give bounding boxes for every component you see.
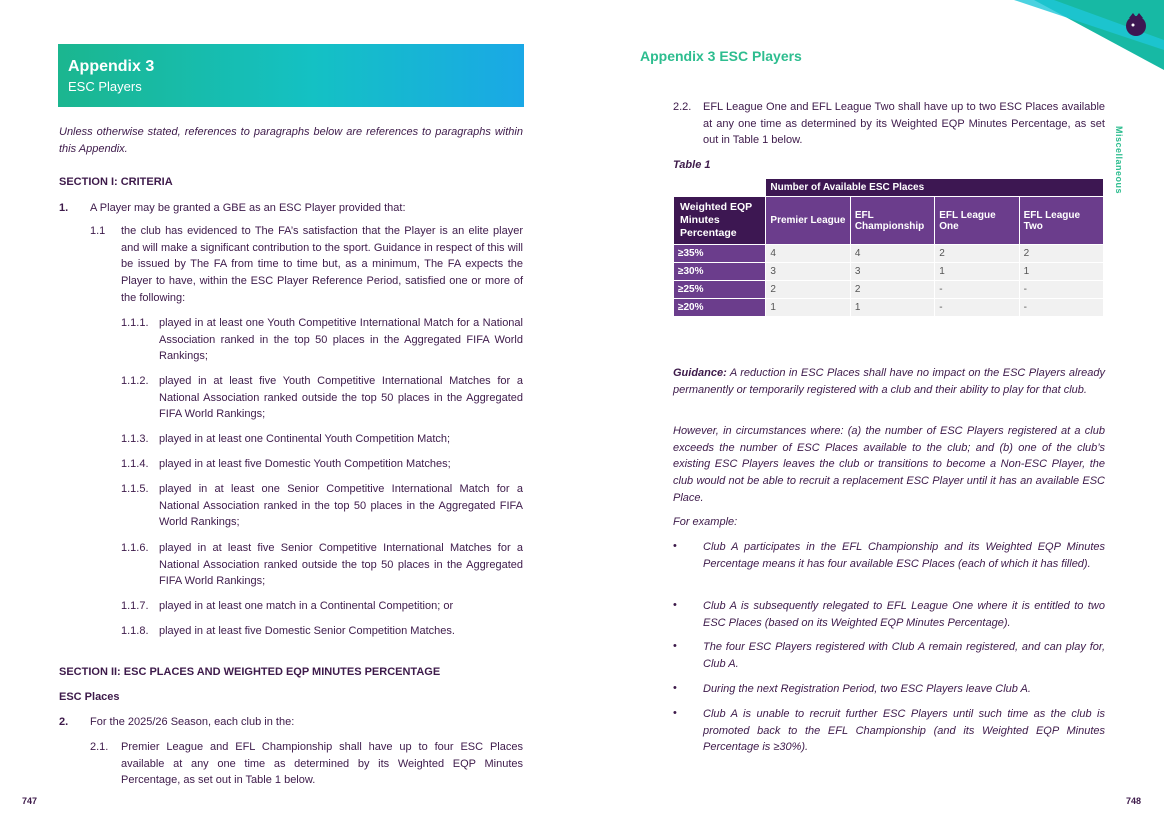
table-group-header-row xyxy=(674,179,1104,197)
item-number: 1.1.1. xyxy=(121,317,149,329)
item-text: played in at least five Domestic Senior Competition Matches. xyxy=(159,625,455,637)
table-row xyxy=(674,263,1104,281)
item-number: 1.1.6. xyxy=(121,542,149,554)
item-text: played in at least five Senior Competitive International Matches for a National Association ranked outside the top 50 places in the Aggregated FIFA World Rankings; xyxy=(159,542,523,588)
table-header-row xyxy=(674,197,1104,245)
table-cell: - xyxy=(935,299,1019,317)
item-text: played in at least five Domestic Youth Competition Matches; xyxy=(159,458,451,470)
table-caption: Table 1 xyxy=(673,159,711,171)
right-page-heading: Appendix 3 ESC Players xyxy=(640,48,802,64)
right-page xyxy=(582,0,1164,825)
section-2-heading: SECTION II: ESC PLACES AND WEIGHTED EQP MINUTES PERCENTAGE xyxy=(59,666,441,678)
item-number: 1.1.8. xyxy=(121,625,149,637)
table-group-header: Number of Available ESC Places xyxy=(766,179,1104,197)
item-text: played in at least one Senior Competitive International Match for a National Association ranked in the top 50 places in the Aggregated FIFA World Rankings; xyxy=(159,483,523,529)
example-bullet: Club A is unable to recruit further ESC Players until such time as the club is promoted back to the EFL Championship (and its Weighted EQP Minutes Percentage is ≥30%). xyxy=(703,708,1105,754)
para-2-2-number: 2.2. xyxy=(673,101,692,113)
table-cell: 2 xyxy=(850,281,934,299)
table-cell: 3 xyxy=(766,263,850,281)
para-2-1-number: 2.1. xyxy=(90,741,109,753)
item-number: 1.1.7. xyxy=(121,600,149,612)
for-example-label: For example: xyxy=(673,516,738,528)
table-cell: 1 xyxy=(850,299,934,317)
table-cell: 1 xyxy=(935,263,1019,281)
table-cell: 1 xyxy=(1019,263,1103,281)
however-paragraph: However, in circumstances where: (a) the number of ESC Players registered at a club exceeds the number of ESC Places available to the club; and (b) one of the club’s existing ESC Players leaves the club or transitions to become a Non-ESC Player, the club would not be able to recruit a replacement ESC Player until it has an available ESC Place. xyxy=(673,425,1105,504)
item-text: played in at least one Youth Competitive International Match for a National Association ranked in the top 50 places in the Aggregated FIFA World Rankings; xyxy=(159,317,523,363)
item-text: played in at least five Youth Competitive International Matches for a National Association ranked outside the top 50 places in the Aggregated FIFA World Rankings; xyxy=(159,375,523,421)
table-row-label: ≥35% xyxy=(674,245,766,263)
guidance-paragraph xyxy=(673,365,1105,398)
section-1-heading: SECTION I: CRITERIA xyxy=(59,176,173,188)
table-blank-cell xyxy=(674,179,766,197)
para-2-2-text: EFL League One and EFL League Two shall have up to two ESC Places available at any one time as determined by its Weighted EQP Minutes Percentage, as set out in Table 1 below. xyxy=(703,101,1105,147)
bullet-glyph: • xyxy=(673,682,677,694)
table-cell: 4 xyxy=(850,245,934,263)
banner-subtitle: ESC Players xyxy=(68,79,142,94)
appendix-banner xyxy=(58,44,524,107)
example-bullet: The four ESC Players registered with Club A remain registered, and can play for, Club A. xyxy=(703,641,1105,670)
para-2-1-text: Premier League and EFL Championship shall have up to four ESC Places available at any one time as determined by its Weighted EQP Minutes Percentage, as set out in Table 1 below. xyxy=(121,741,523,787)
table-cell: 1 xyxy=(766,299,850,317)
guidance-label: Guidance: xyxy=(673,367,727,379)
para-2-number: 2. xyxy=(59,716,69,728)
table-row xyxy=(674,299,1104,317)
bullet-glyph: • xyxy=(673,640,677,652)
item-text: played in at least one Continental Youth Competition Match; xyxy=(159,433,451,445)
guidance-text: A reduction in ESC Places shall have no impact on the ESC Players already permanently or temporarily registered with a club and their ability to play for that club. xyxy=(673,367,1105,396)
para-1-1-text: the club has evidenced to The FA’s satisfaction that the Player is an elite player and will make a significant contribution to the sport. Guidance in respect of this will be issued by The FA from time to time but, as a minimum, The FA expects the Player to have, within the ESC Player Reference Period, satisfied one or more of the following: xyxy=(121,225,523,304)
table-cell: 2 xyxy=(935,245,1019,263)
lion-crest-icon xyxy=(1121,10,1151,40)
page-number-left: 747 xyxy=(22,796,38,806)
table-column-header: Premier League xyxy=(766,197,850,245)
table-row-header: Weighted EQP Minutes Percentage xyxy=(674,197,766,245)
item-number: 1.1.5. xyxy=(121,483,149,495)
table-cell: - xyxy=(1019,281,1103,299)
para-1-number: 1. xyxy=(59,202,69,214)
table-row-label: ≥25% xyxy=(674,281,766,299)
esc-places-heading: ESC Places xyxy=(59,691,120,703)
table-cell: - xyxy=(935,281,1019,299)
intro-text: Unless otherwise stated, references to paragraphs below are references to paragraphs within this Appendix. xyxy=(59,126,523,155)
banner-title: Appendix 3 xyxy=(68,58,155,75)
table-cell: 2 xyxy=(766,281,850,299)
bullet-glyph: • xyxy=(673,599,677,611)
table-column-header: EFL Championship xyxy=(850,197,934,245)
bullet-glyph: • xyxy=(673,540,677,552)
side-tab-miscellaneous[interactable]: Miscellaneous xyxy=(1114,126,1124,195)
example-bullet: Club A participates in the EFL Championship and its Weighted EQP Minutes Percentage means it has four available ESC Places (each of which it has filled). xyxy=(703,541,1105,570)
para-2-text: For the 2025/26 Season, each club in the: xyxy=(90,716,295,728)
page-number-right: 748 xyxy=(1126,796,1142,806)
table-cell: 4 xyxy=(766,245,850,263)
item-number: 1.1.3. xyxy=(121,433,149,445)
table-row xyxy=(674,245,1104,263)
item-number: 1.1.4. xyxy=(121,458,149,470)
para-1-text: A Player may be granted a GBE as an ESC Player provided that: xyxy=(90,202,406,214)
table-row-label: ≥20% xyxy=(674,299,766,317)
para-1-1-number: 1.1 xyxy=(90,225,106,237)
example-bullet: Club A is subsequently relegated to EFL League One where it is entitled to two ESC Places (based on its Weighted EQP Minutes Percentage). xyxy=(703,600,1105,629)
example-bullet: During the next Registration Period, two ESC Players leave Club A. xyxy=(703,683,1031,695)
table-column-header: EFL League Two xyxy=(1019,197,1103,245)
table-cell: 2 xyxy=(1019,245,1103,263)
esc-places-table xyxy=(673,178,1104,317)
table-row-label: ≥30% xyxy=(674,263,766,281)
item-text: played in at least one match in a Continental Competition; or xyxy=(159,600,454,612)
table-row xyxy=(674,281,1104,299)
bullet-glyph: • xyxy=(673,707,677,719)
table-column-header: EFL League One xyxy=(935,197,1019,245)
item-number: 1.1.2. xyxy=(121,375,149,387)
table-cell: 3 xyxy=(850,263,934,281)
table-cell: - xyxy=(1019,299,1103,317)
